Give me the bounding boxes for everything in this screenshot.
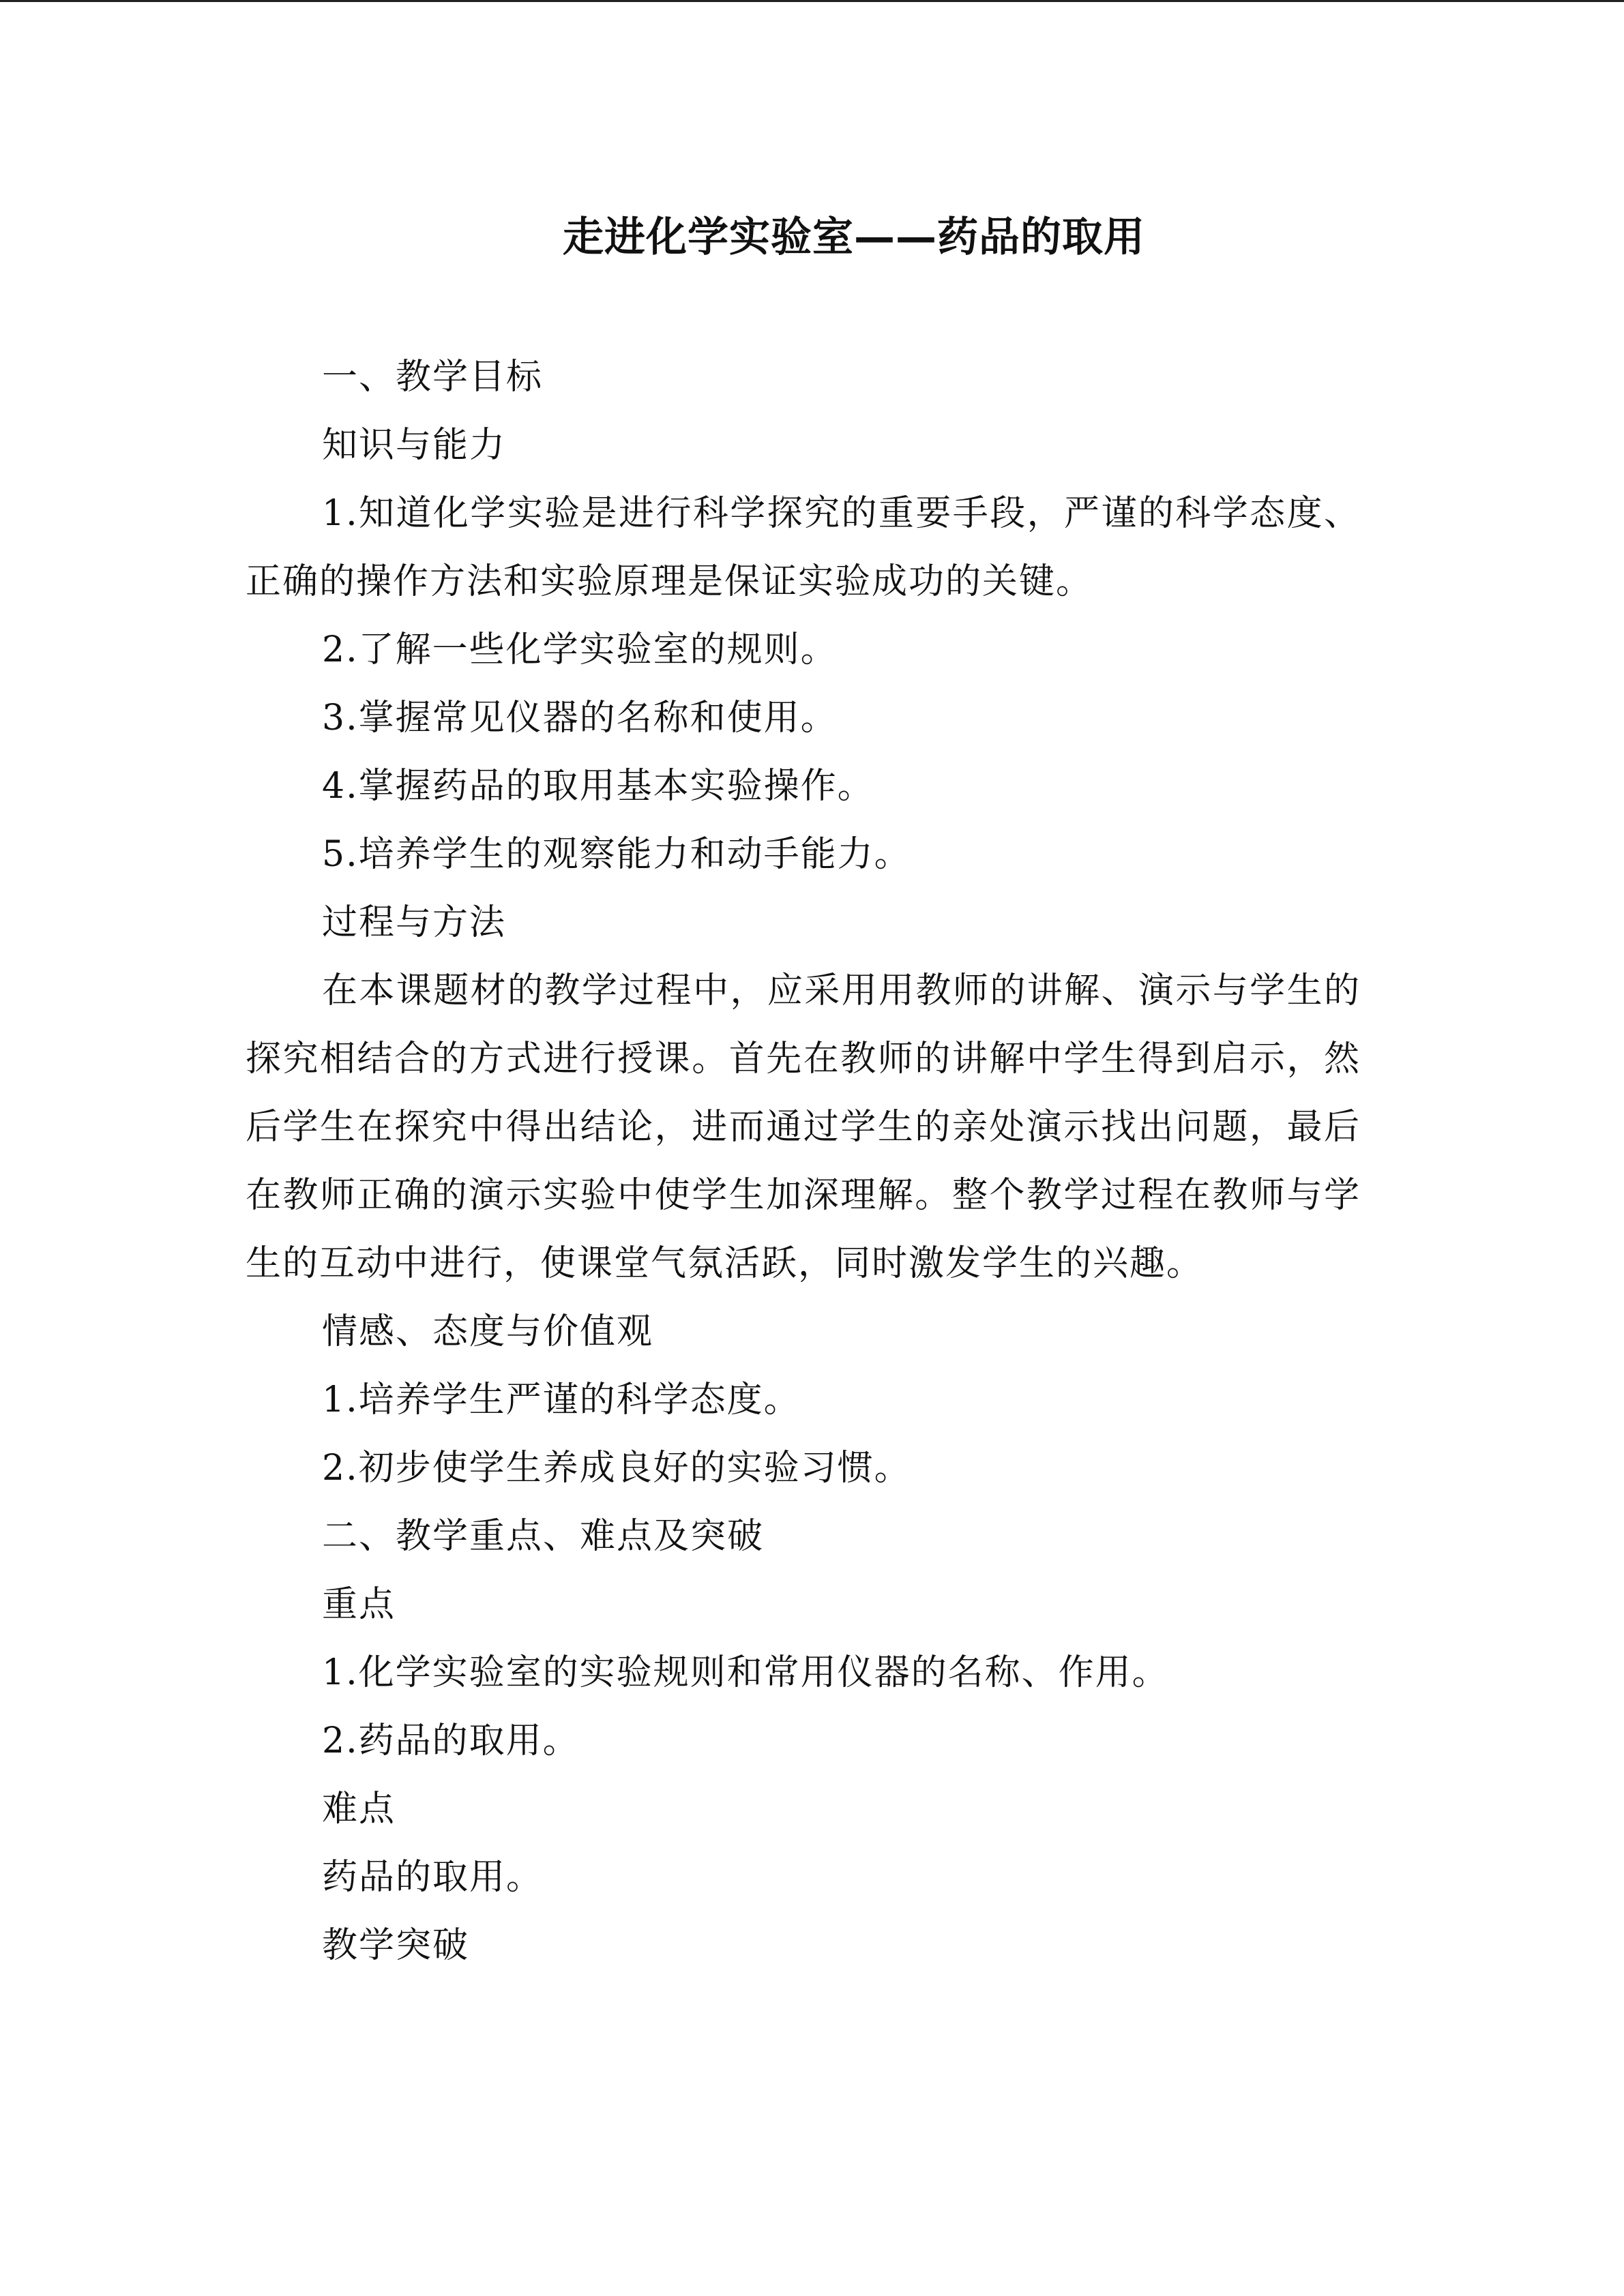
paragraph-objective-2: 2.了解一些化学实验室的规则。 <box>322 629 838 670</box>
paragraph-key-point-2: 2.药品的取用。 <box>322 1720 580 1761</box>
document-body <box>246 343 1361 1980</box>
paragraph-objective-5: 5.培养学生的观察能力和动手能力。 <box>322 834 911 875</box>
document-title: 走进化学实验室——药品的取用 <box>563 213 1145 261</box>
subheading-key-points: 重点 <box>322 1584 396 1625</box>
heading-key-difficult-points: 二、教学重点、难点及突破 <box>322 1516 765 1557</box>
paragraph-objective-3: 3.掌握常见仪器的名称和使用。 <box>322 698 838 739</box>
subheading-process-method: 过程与方法 <box>322 902 507 943</box>
paragraph-emotion-1: 1.培养学生严谨的科学态度。 <box>322 1380 801 1420</box>
subheading-difficult-points: 难点 <box>322 1789 396 1830</box>
paragraph-emotion-2: 2.初步使学生养成良好的实验习惯。 <box>322 1448 911 1489</box>
subheading-teaching-breakthrough: 教学突破 <box>322 1925 470 1966</box>
paragraph-objective-4: 4.掌握药品的取用基本实验操作。 <box>322 766 874 807</box>
subheading-knowledge-ability: 知识与能力 <box>322 425 507 466</box>
heading-teaching-objectives: 一、教学目标 <box>322 357 544 398</box>
paragraph-objective-1: 1.知道化学实验是进行科学探究的重要手段，严谨的科学态度、正确的操作方法和实验原理是保证实验成功的关键。 <box>246 493 1361 602</box>
paragraph-difficult-point: 药品的取用。 <box>322 1857 544 1898</box>
paragraph-key-point-1: 1.化学实验室的实验规则和常用仪器的名称、作用。 <box>322 1652 1169 1693</box>
subheading-emotion-attitude: 情感、态度与价值观 <box>322 1311 654 1352</box>
paragraph-process-method: 在本课题材的教学过程中，应采用用教师的讲解、演示与学生的探究相结合的方式进行授课。首先在教师的讲解中学生得到启示，然后学生在探究中得出结论，进而通过学生的亲处演示找出问题，最后在教师正确的演示实验中使学生加深理解。整个教学过程在教师与学生的互动中进行，使课堂气氛活跃，同时激发学生的兴趣。 <box>246 970 1361 1284</box>
